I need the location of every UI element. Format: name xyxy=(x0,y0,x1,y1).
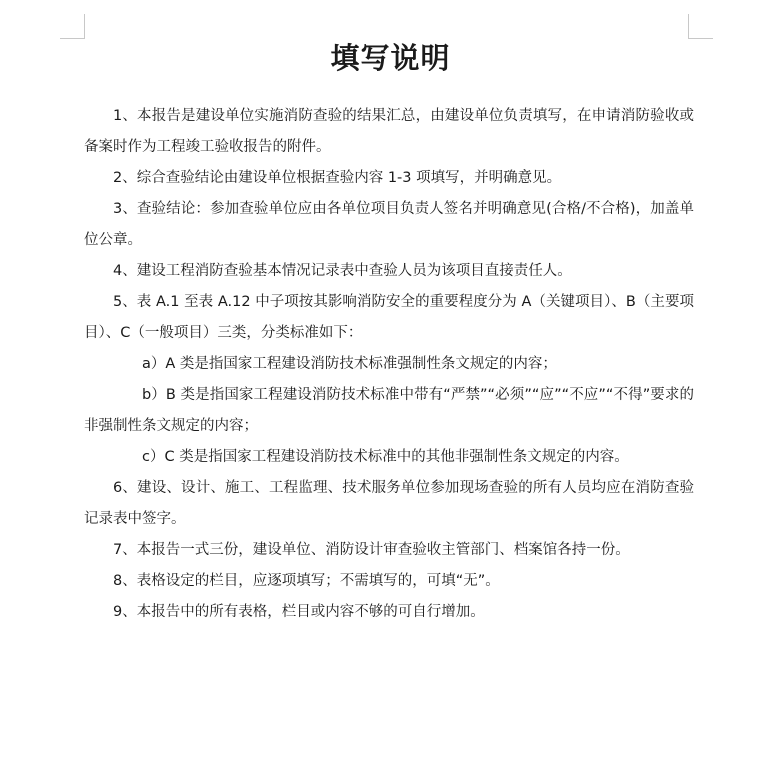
paragraph-6: 6、建设、设计、施工、工程监理、技术服务单位参加现场查验的所有人员均应在消防查验记录表中签字。 xyxy=(84,480,694,527)
paragraph-5c: c）C 类是指国家工程建设消防技术标准中的其他非强制性条文规定的内容。 xyxy=(142,449,629,465)
paragraph-8: 8、表格设定的栏目，应逐项填写；不需填写的，可填“无”。 xyxy=(113,573,500,589)
paragraph-1: 1、本报告是建设单位实施消防查验的结果汇总，由建设单位负责填写，在申请消防验收或备案时作为工程竣工验收报告的附件。 xyxy=(84,108,694,155)
paragraph-2: 2、综合查验结论由建设单位根据查验内容 1-3 项填写，并明确意见。 xyxy=(113,170,562,186)
paragraph-5a: a）A 类是指国家工程建设消防技术标准强制性条文规定的内容； xyxy=(142,356,557,372)
crop-mark-top-left xyxy=(60,14,85,39)
paragraph-9: 9、本报告中的所有表格，栏目或内容不够的可自行增加。 xyxy=(113,604,485,620)
paragraph-5: 5、表 A.1 至表 A.12 中子项按其影响消防安全的重要程度分为 A（关键项目）、B（主要项目）、C（一般项目）三类，分类标准如下： xyxy=(84,294,694,341)
document-title: 填写说明 xyxy=(330,41,451,75)
document-body xyxy=(84,101,694,628)
paragraph-7: 7、本报告一式三份，建设单位、消防设计审查验收主管部门、档案馆各持一份。 xyxy=(113,542,630,558)
paragraph-3: 3、查验结论：参加查验单位应由各单位项目负责人签名并明确意见(合格/不合格)，加盖单位公章。 xyxy=(84,201,694,248)
paragraph-5b: b）B 类是指国家工程建设消防技术标准中带有“严禁”“必须”“应”“不应”“不得”要求的非强制性条文规定的内容； xyxy=(84,387,694,434)
paragraph-4: 4、建设工程消防查验基本情况记录表中查验人员为该项目直接责任人。 xyxy=(113,263,572,279)
crop-mark-top-right xyxy=(688,14,713,39)
